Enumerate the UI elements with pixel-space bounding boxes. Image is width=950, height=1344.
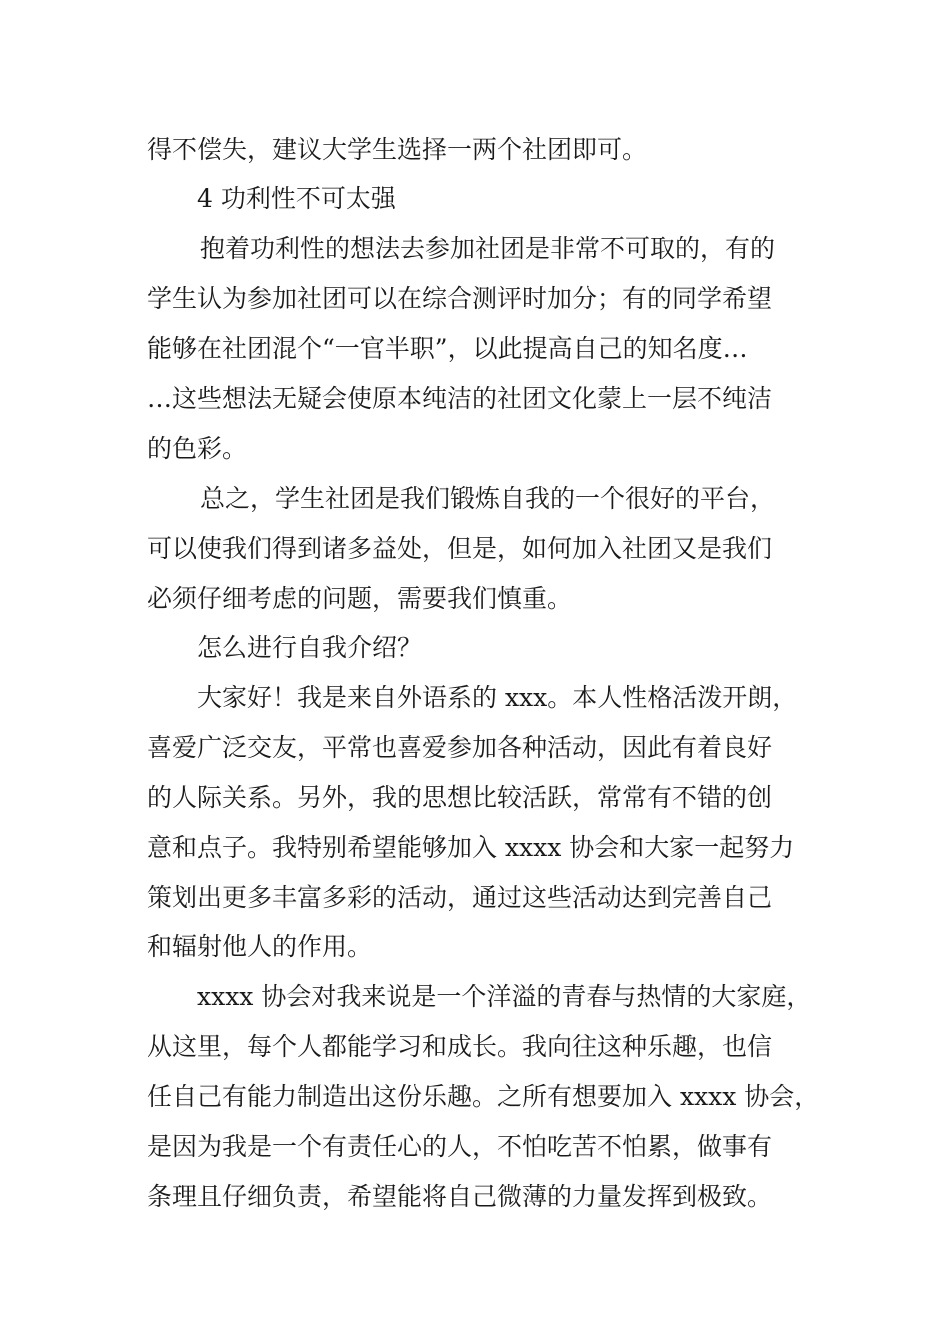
text-line: 条理且仔细负责，希望能将自己微薄的力量发挥到极致。 (147, 1182, 773, 1211)
text-line: 必须仔细考虑的问题，需要我们慎重。 (147, 584, 573, 613)
text-line: 抱着功利性的想法去参加社团是非常不可取的，有的 (200, 234, 776, 263)
text-line: 意和点子。我特别希望能够加入 xxxx 协会和大家一起努力 (147, 833, 795, 862)
text-line: 策划出更多丰富多彩的活动，通过这些活动达到完善自己 (147, 883, 773, 912)
section-heading: 4 功利性不可太强 (197, 184, 396, 213)
text-line: 喜爱广泛交友，平常也喜爱参加各种活动，因此有着良好 (147, 733, 773, 762)
text-line: 从这里，每个人都能学习和成长。我向往这种乐趣，也信 (147, 1032, 773, 1061)
text-line: 总之，学生社团是我们锻炼自我的一个很好的平台， (200, 484, 776, 513)
section-heading: 怎么进行自我介绍？ (197, 633, 423, 662)
text-line: 和辐射他人的作用。 (147, 932, 373, 961)
text-line: 能够在社团混个“一官半职”，以此提高自己的知名度… (147, 334, 748, 363)
text-line: 的人际关系。另外，我的思想比较活跃，常常有不错的创 (147, 783, 773, 812)
text-line: 任自己有能力制造出这份乐趣。之所有想要加入 xxxx 协会， (147, 1082, 820, 1111)
text-line: 学生认为参加社团可以在综合测评时加分；有的同学希望 (147, 284, 773, 313)
text-line: 的色彩。 (147, 434, 248, 463)
text-line: 是因为我是一个有责任心的人，不怕吃苦不怕累，做事有 (147, 1132, 773, 1161)
text-line: xxxx 协会对我来说是一个洋溢的青春与热情的大家庭， (197, 982, 812, 1011)
text-line: 可以使我们得到诸多益处，但是，如何加入社团又是我们 (147, 534, 773, 563)
text-line: 大家好！我是来自外语系的 xxx。本人性格活泼开朗， (197, 683, 798, 712)
text-line: …这些想法无疑会使原本纯洁的社团文化蒙上一层不纯洁 (147, 384, 773, 413)
text-line: 得不偿失，建议大学生选择一两个社团即可。 (147, 135, 648, 164)
